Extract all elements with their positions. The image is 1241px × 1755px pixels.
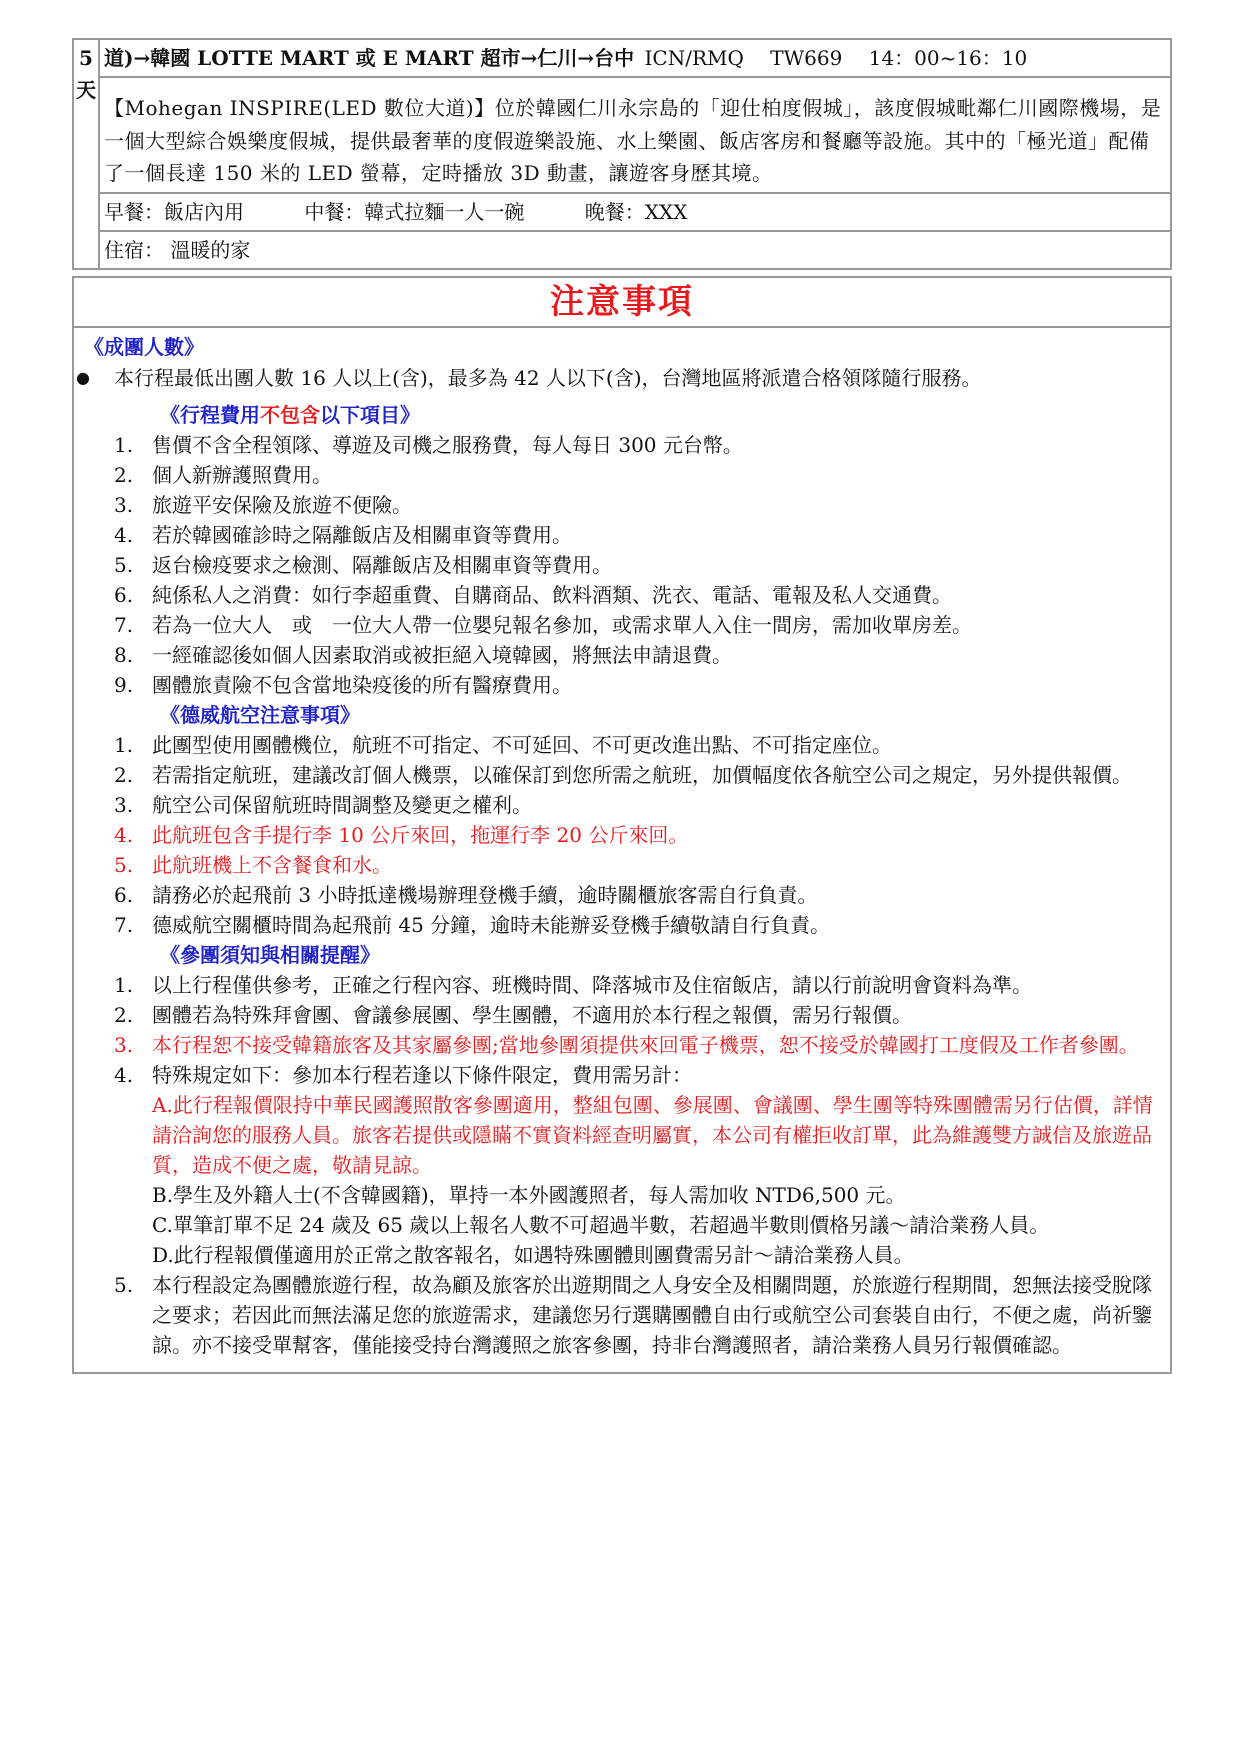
notice-section [72, 276, 1172, 1374]
rule-b: B.學生及外籍人士(不含韓國籍)，單持一本外國護照者，每人需加收 NTD6,500 元。 [152, 1182, 906, 1207]
exclusions-heading-a: 《行程費用 [160, 402, 260, 427]
airline-heading: 《德威航空注意事項》 [160, 702, 360, 727]
day-description: 【Mohegan INSPIRE(LED 數位大道)】位於韓國仁川永宗島的「迎仕柏度假城」，該度假城毗鄰仁川國際機場，是一個大型綜合娛樂度假城，提供最奢華的度假遊樂設施、水上樂園、飯店客房和餐廳等設施。其中的「極光道」配備了一個長達 150 米的 LED 螢幕，定時播放 3D 動畫，讓遊客身歷其境。 [100, 78, 1170, 194]
flight-info: ICN/RMQ TW669 14：00~16：10 [644, 46, 1028, 70]
lunch: 中餐：韓式拉麵一人一碗 [304, 199, 525, 224]
list-item: 4. 特殊規定如下：參加本行程若逢以下條件限定，費用需另計： [114, 1062, 692, 1087]
dinner: 晚餐：XXX [584, 199, 688, 224]
list-item: 5. 此航班機上不含餐食和水。 [114, 852, 392, 877]
itinerary-page [72, 38, 1172, 1374]
lodging-row: 住宿： 溫暖的家 [104, 237, 251, 262]
notice-title: 注意事項 [74, 278, 1170, 328]
list-item: 2. 若需指定航班，建議改訂個人機票，以確保訂到您所需之航班，加價幅度依各航空公司之規定，另外提供報價。 [114, 762, 1132, 787]
route-row [100, 40, 1170, 78]
list-item: 6. 純係私人之消費：如行李超重費、自購商品、飲料酒類、洗衣、電話、電報及私人交通費。 [114, 582, 952, 607]
group-size-heading: 《成團人數》 [84, 334, 204, 359]
list-item: 3. 本行程恕不接受韓籍旅客及其家屬參團;當地參團須提供來回電子機票，恕不接受於韓國打工度假及工作者參團。 [114, 1032, 1139, 1057]
group-size-text: 本行程最低出團人數 16 人以上(含)，最多為 42 人以下(含)，台灣地區將派遣合格領隊隨行服務。 [114, 365, 982, 390]
day-table [72, 38, 1172, 270]
exclusions-heading-c: 以下項目》 [320, 402, 420, 427]
breakfast: 早餐：飯店內用 [104, 199, 244, 224]
route-text: 道)→韓國 LOTTE MART 或 E MART 超市→仁川→台中 [104, 46, 635, 70]
list-item: 1. 此團型使用團體機位，航班不可指定、不可延回、不可更改進出點、不可指定座位。 [114, 732, 892, 757]
exclusions-list [74, 430, 1170, 700]
list-item: 1. 售價不含全程領隊、導遊及司機之服務費，每人每日 300 元台幣。 [114, 432, 743, 457]
join-list [74, 970, 1170, 1090]
rule-d: D.此行程報價僅適用於正常之散客報名，如遇特殊團體則團費需另計～請洽業務人員。 [152, 1242, 914, 1267]
meal-row [100, 194, 1170, 232]
list-item: 5. 返台檢疫要求之檢測、隔離飯店及相關車資等費用。 [114, 552, 612, 577]
exclusions-heading [74, 400, 1170, 430]
list-item: 4. 此航班包含手提行李 10 公斤來回，拖運行李 20 公斤來回。 [114, 822, 689, 847]
list-item: 7. 德威航空關櫃時間為起飛前 45 分鐘，逾時未能辦妥登機手續敬請自行負責。 [114, 912, 831, 937]
rule-a: A.此行程報價限持中華民國護照散客參團適用，整組包團、參展團、會議團、學生團等特殊團體需另行估價，詳情請洽詢您的服務人員。旅客若提供或隱瞞不實資料經查明屬實，本公司有權拒收訂單，此為維護雙方誠信及旅遊品質，造成不便之處，敬請見諒。 [152, 1092, 1153, 1177]
group-size-item [74, 362, 1170, 394]
day-body [100, 40, 1170, 268]
list-item: 1. 以上行程僅供參考，正確之行程內容、班機時間、降落城市及住宿飯店，請以行前說明會資料為準。 [114, 972, 1032, 997]
rule-c: C.單筆訂單不足 24 歲及 65 歲以上報名人數不可超過半數，若超過半數則價格另議～請洽業務人員。 [152, 1212, 1050, 1237]
list-item: 4. 若於韓國確診時之隔離飯店及相關車資等費用。 [114, 522, 572, 547]
list-item: 5. 本行程設定為團體旅遊行程，故為顧及旅客於出遊期間之人身安全及相關問題，於旅遊行程期間，恕無法接受脫隊之要求；若因此而無法滿足您的旅遊需求，建議您另行選購團體自由行或航空公司套裝自由行，不便之處，尚祈鑒諒。亦不接受單幫客，僅能接受持台灣護照之旅客參團，持非台灣護照者，請洽業務人員另行報價確認。 [114, 1272, 1152, 1357]
airline-list [74, 730, 1170, 940]
day-number: 5 天 [74, 40, 100, 268]
list-item: 3. 旅遊平安保險及旅遊不便險。 [114, 492, 412, 517]
list-item: 6. 請務必於起飛前 3 小時抵達機場辦理登機手續，逾時關櫃旅客需自行負責。 [114, 882, 818, 907]
join-list-cont [74, 1270, 1170, 1360]
list-item: 3. 航空公司保留航班時間調整及變更之權利。 [114, 792, 532, 817]
list-item: 8. 一經確認後如個人因素取消或被拒絕入境韓國，將無法申請退費。 [114, 642, 732, 667]
list-item: 2. 個人新辦護照費用。 [114, 462, 332, 487]
exclusions-heading-b: 不包含 [260, 402, 320, 427]
bullet-icon: ● [76, 367, 90, 387]
list-item: 7. 若為一位大人 或 一位大人帶一位嬰兒報名參加，或需求單人入住一間房，需加收單房差。 [114, 612, 972, 637]
join-heading: 《參團須知與相關提醒》 [160, 942, 380, 967]
list-item: 9. 團體旅責險不包含當地染疫後的所有醫療費用。 [114, 672, 572, 697]
list-item: 2. 團體若為特殊拜會團、會議參展團、學生團體，不適用於本行程之報價，需另行報價。 [114, 1002, 912, 1027]
